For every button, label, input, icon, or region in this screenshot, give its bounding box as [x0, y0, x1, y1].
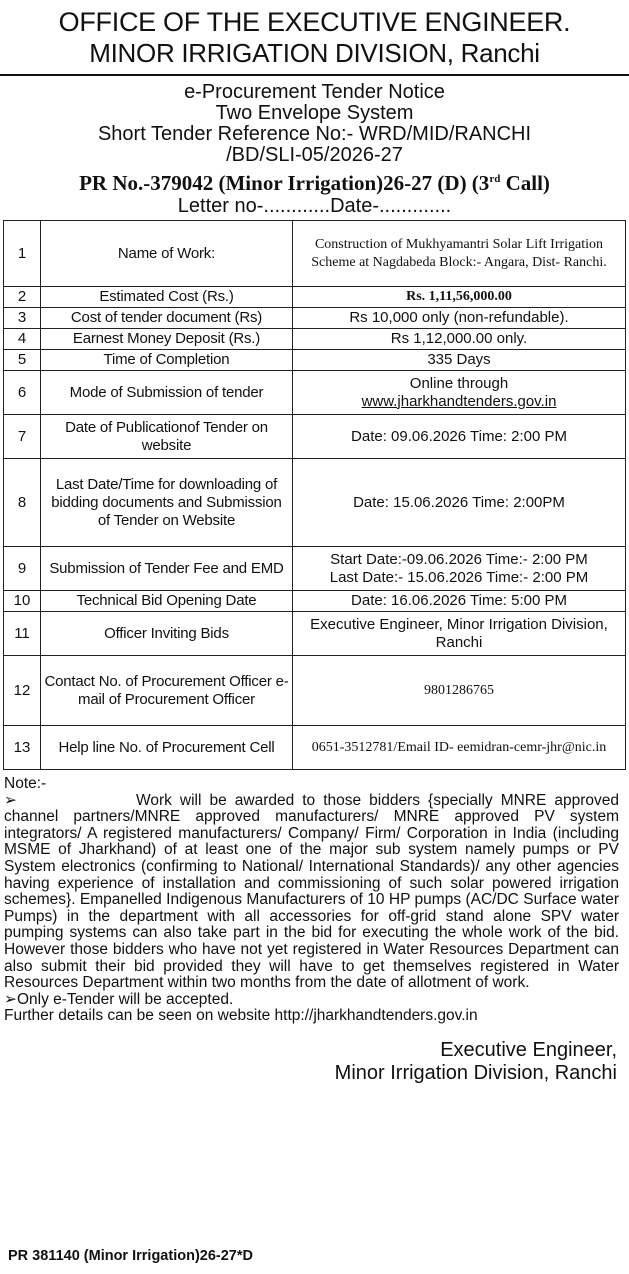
header-divider [0, 74, 629, 76]
row-number: 8 [4, 459, 41, 547]
row-label: Time of Completion [41, 350, 293, 371]
row-label: Earnest Money Deposit (Rs.) [41, 329, 293, 350]
row-label: Submission of Tender Fee and EMD [41, 547, 293, 591]
signature-block [0, 1039, 629, 1085]
row-value: Date: 09.06.2026 Time: 2:00 PM [293, 415, 626, 459]
row-number: 4 [4, 329, 41, 350]
row-value: Rs 1,12,000.00 only. [293, 329, 626, 350]
website-note: Further details can be seen on website http://jharkhandtenders.gov.in [4, 1007, 478, 1025]
table-row [4, 591, 626, 612]
row-label: Last Date/Time for downloading of bidding documents and Submission of Tender on Website [41, 459, 293, 547]
reference-line-1: Short Tender Reference No:- WRD/MID/RANCHI [97, 123, 532, 145]
table-row [4, 287, 626, 308]
footer-pr-number: PR 381140 (Minor Irrigation)26-27*D [8, 1248, 253, 1264]
arrow-bullet-icon: ➢ [4, 791, 17, 809]
envelope-system: Two Envelope System [215, 102, 414, 124]
last-date: Last Date:- 15.06.2026 Time:- 2:00 PM [329, 568, 589, 586]
row-number: 6 [4, 371, 41, 415]
table-row [4, 350, 626, 371]
row-number: 3 [4, 308, 41, 329]
table-row [4, 329, 626, 350]
pr-number-tail: Call) [500, 171, 550, 195]
notice-heading [0, 82, 629, 166]
row-number: 5 [4, 350, 41, 371]
row-label: Help line No. of Procurement Cell [41, 726, 293, 770]
eligibility-note [4, 793, 619, 992]
row-label: Mode of Submission of tender [41, 371, 293, 415]
row-number: 12 [4, 656, 41, 726]
division-title: MINOR IRRIGATION DIVISION, Ranchi [89, 38, 540, 68]
table-row [4, 612, 626, 656]
row-label: Cost of tender document (Rs) [41, 308, 293, 329]
etender-text: Only e-Tender will be accepted. [17, 990, 234, 1008]
row-value: Rs. 1,11,56,000.00 [293, 287, 626, 308]
submission-mode: Online through [409, 374, 509, 392]
row-number: 10 [4, 591, 41, 612]
table-row [4, 371, 626, 415]
row-value: Executive Engineer, Minor Irrigation Division, Ranchi [293, 612, 626, 656]
tender-website-link[interactable]: www.jharkhandtenders.gov.in [361, 392, 557, 410]
row-value: 335 Days [293, 350, 626, 371]
row-value: Construction of Mukhyamantri Solar Lift Irrigation Scheme at Nagdabeda Block:- Angara, Dist- Ranchi. [293, 221, 626, 287]
signatory-division: Minor Irrigation Division, Ranchi [334, 1061, 617, 1084]
row-label: Officer Inviting Bids [41, 612, 293, 656]
table-row [4, 656, 626, 726]
row-value: Rs 10,000 only (non-refundable). [293, 308, 626, 329]
eligibility-text: Work will be awarded to those bidders {specially MNRE approved channel partners/MNRE approved manufacturers/ MNRE approved PV system integrators/ A registered manufacturers/ Company/ Firm/ Corporation in India (including MSME of Jharkhand) of at least one of the major sub system namely pumps or PV System electronics (confirming to National/ International Standards)/ any other agencies having experience of installation and commissioning of such solar powered irrigation schemes}. Empanelled Indigenous Manufacturers of 10 HP pumps (AC/DC Surface water Pumps) in the department with all accessories for off-grid stand alone SPV water pumping systems can also take part in the bid for executing the whole work of the bid. However those bidders who have not yet registered in Water Resources Department can also submit their bid provided they will have to get themselves registered in Water Resources Department within two months from the date of allotment of work. [4, 791, 619, 992]
signatory-title: Executive Engineer, [440, 1038, 617, 1061]
row-value [293, 547, 626, 591]
reference-line-2: /BD/SLI-05/2026-27 [226, 144, 403, 166]
letter-line: Letter no-............Date-............. [177, 195, 452, 217]
row-label: Name of Work: [41, 221, 293, 287]
row-value: Date: 16.06.2026 Time: 5:00 PM [293, 591, 626, 612]
table-row [4, 415, 626, 459]
row-label: Estimated Cost (Rs.) [41, 287, 293, 308]
office-header [0, 0, 629, 68]
table-row [4, 459, 626, 547]
row-number: 11 [4, 612, 41, 656]
arrow-bullet-icon: ➢ [4, 990, 17, 1008]
notes-heading: Note:- [4, 775, 47, 792]
notice-title: e-Procurement Tender Notice [184, 81, 445, 103]
row-number: 9 [4, 547, 41, 591]
row-number: 2 [4, 287, 41, 308]
pr-number-text: PR No.-379042 (Minor Irrigation)26-27 (D) (3 [79, 171, 490, 195]
table-row [4, 221, 626, 287]
table-row [4, 308, 626, 329]
row-value: 9801286765 [293, 656, 626, 726]
row-value: Date: 15.06.2026 Time: 2:00PM [293, 459, 626, 547]
tender-details-table [3, 220, 626, 770]
etender-note [4, 992, 619, 1009]
notes-section [0, 770, 629, 1025]
office-title: OFFICE OF THE EXECUTIVE ENGINEER. [58, 7, 571, 37]
row-value: 0651-3512781/Email ID- eemidran-cemr-jhr@nic.in [293, 726, 626, 770]
row-number: 13 [4, 726, 41, 770]
table-row [4, 547, 626, 591]
row-value [293, 371, 626, 415]
row-label: Date of Publicationof Tender on website [41, 415, 293, 459]
row-number: 1 [4, 221, 41, 287]
row-label: Contact No. of Procurement Officer e-mail of Procurement Officer [41, 656, 293, 726]
row-number: 7 [4, 415, 41, 459]
pr-superscript: rd [489, 173, 501, 185]
start-date: Start Date:-09.06.2026 Time:- 2:00 PM [330, 550, 588, 568]
pr-number [0, 167, 629, 195]
row-label: Technical Bid Opening Date [41, 591, 293, 612]
table-row [4, 726, 626, 770]
